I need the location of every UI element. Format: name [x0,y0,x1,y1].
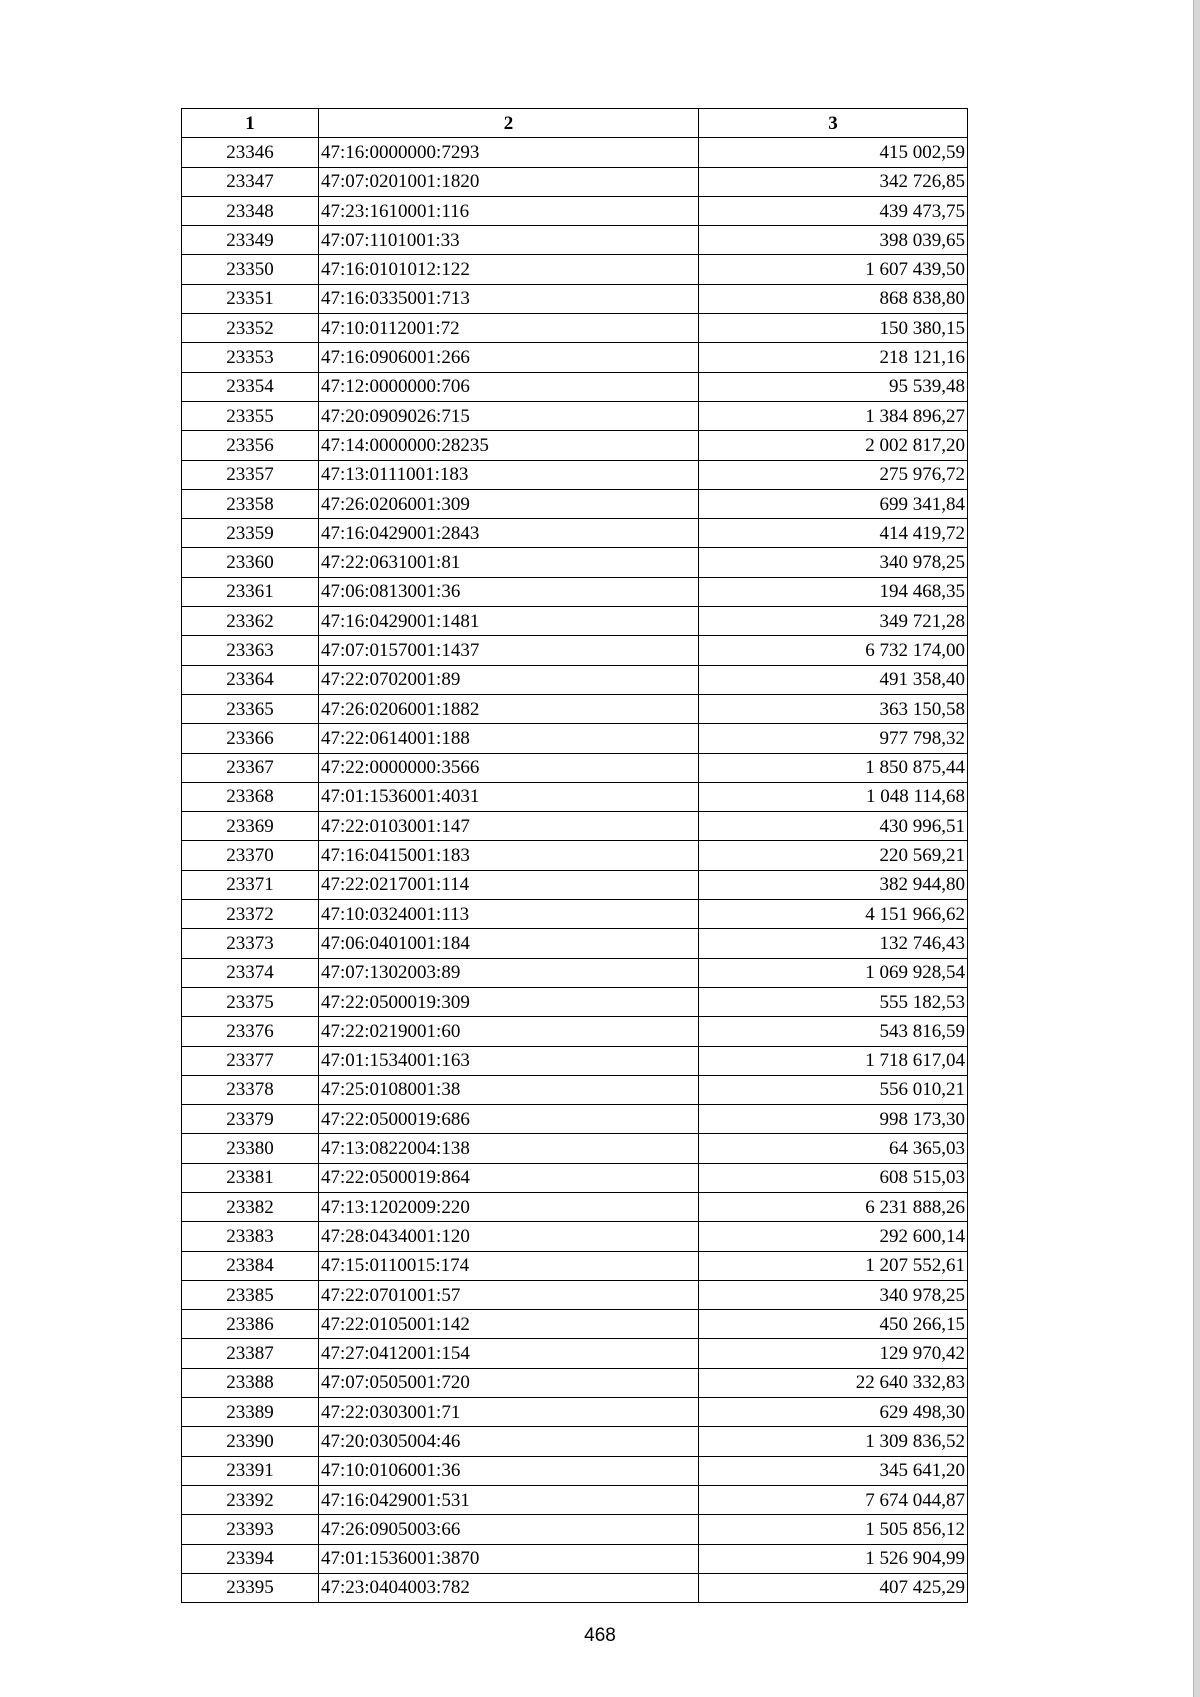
table-row [182,255,968,284]
table-row [182,1398,968,1427]
row-number-cell: 23368 [182,782,319,811]
row-number-cell: 23365 [182,694,319,723]
table-row [182,1515,968,1544]
value-cell: 1 207 552,61 [699,1251,968,1280]
cadastral-number-cell: 47:06:0401001:184 [319,929,699,958]
table-row [182,226,968,255]
row-number-cell: 23384 [182,1251,319,1280]
cadastral-number-cell: 47:16:0000000:7293 [319,138,699,167]
cadastral-number-cell: 47:14:0000000:28235 [319,431,699,460]
table-row [182,519,968,548]
cadastral-number-cell: 47:22:0105001:142 [319,1310,699,1339]
table-row [182,1075,968,1104]
value-cell: 22 640 332,83 [699,1368,968,1397]
table-row [182,431,968,460]
cadastral-number-cell: 47:28:0434001:120 [319,1222,699,1251]
table-row [182,958,968,987]
cadastral-number-cell: 47:22:0500019:309 [319,987,699,1016]
cadastral-number-cell: 47:16:0335001:713 [319,284,699,313]
value-cell: 699 341,84 [699,489,968,518]
page-number: 468 [584,1625,616,1646]
row-number-cell: 23360 [182,548,319,577]
header-row [182,109,968,138]
table-row [182,870,968,899]
cadastral-number-cell: 47:22:0500019:686 [319,1105,699,1134]
value-cell: 218 121,16 [699,343,968,372]
table-row [182,1310,968,1339]
value-cell: 1 048 114,68 [699,782,968,811]
table-row [182,1485,968,1514]
cadastral-number-cell: 47:22:0614001:188 [319,724,699,753]
cadastral-number-cell: 47:26:0206001:1882 [319,694,699,723]
header-col-3: 3 [699,109,968,138]
row-number-cell: 23385 [182,1280,319,1309]
value-cell: 129 970,42 [699,1339,968,1368]
table-row [182,548,968,577]
row-number-cell: 23350 [182,255,319,284]
value-cell: 1 850 875,44 [699,753,968,782]
row-number-cell: 23364 [182,665,319,694]
cadastral-number-cell: 47:10:0112001:72 [319,314,699,343]
value-cell: 1 718 617,04 [699,1046,968,1075]
row-number-cell: 23377 [182,1046,319,1075]
row-number-cell: 23390 [182,1427,319,1456]
cadastral-number-cell: 47:16:0906001:266 [319,343,699,372]
row-number-cell: 23356 [182,431,319,460]
cadastral-number-cell: 47:22:0701001:57 [319,1280,699,1309]
table-row [182,694,968,723]
cadastral-number-cell: 47:26:0206001:309 [319,489,699,518]
row-number-cell: 23354 [182,372,319,401]
cadastral-number-cell: 47:01:1536001:4031 [319,782,699,811]
cadastral-number-cell: 47:23:1610001:116 [319,196,699,225]
cadastral-number-cell: 47:10:0324001:113 [319,900,699,929]
value-cell: 629 498,30 [699,1398,968,1427]
row-number-cell: 23359 [182,519,319,548]
row-number-cell: 23366 [182,724,319,753]
value-cell: 868 838,80 [699,284,968,313]
table-row [182,1192,968,1221]
value-cell: 382 944,80 [699,870,968,899]
table-row [182,782,968,811]
data-table [181,108,968,1603]
value-cell: 998 173,30 [699,1105,968,1134]
row-number-cell: 23389 [182,1398,319,1427]
row-number-cell: 23387 [182,1339,319,1368]
row-number-cell: 23371 [182,870,319,899]
value-cell: 2 002 817,20 [699,431,968,460]
cadastral-number-cell: 47:13:1202009:220 [319,1192,699,1221]
value-cell: 6 231 888,26 [699,1192,968,1221]
value-cell: 491 358,40 [699,665,968,694]
row-number-cell: 23348 [182,196,319,225]
row-number-cell: 23346 [182,138,319,167]
cadastral-number-cell: 47:16:0101012:122 [319,255,699,284]
cadastral-number-cell: 47:13:0822004:138 [319,1134,699,1163]
value-cell: 6 732 174,00 [699,636,968,665]
page-edge-shadow [1193,0,1200,1697]
row-number-cell: 23367 [182,753,319,782]
cadastral-number-cell: 47:22:0000000:3566 [319,753,699,782]
row-number-cell: 23358 [182,489,319,518]
row-number-cell: 23353 [182,343,319,372]
value-cell: 363 150,58 [699,694,968,723]
cadastral-number-cell: 47:22:0702001:89 [319,665,699,694]
value-cell: 439 473,75 [699,196,968,225]
table-row [182,284,968,313]
row-number-cell: 23374 [182,958,319,987]
table-row [182,138,968,167]
cadastral-number-cell: 47:16:0429001:1481 [319,607,699,636]
cadastral-number-cell: 47:16:0429001:2843 [319,519,699,548]
cadastral-number-cell: 47:27:0412001:154 [319,1339,699,1368]
value-cell: 407 425,29 [699,1573,968,1602]
table-row [182,577,968,606]
cadastral-number-cell: 47:16:0429001:531 [319,1485,699,1514]
cadastral-number-cell: 47:07:0157001:1437 [319,636,699,665]
cadastral-number-cell: 47:22:0103001:147 [319,812,699,841]
value-cell: 450 266,15 [699,1310,968,1339]
table-row [182,929,968,958]
table-row [182,841,968,870]
table-row [182,460,968,489]
row-number-cell: 23357 [182,460,319,489]
table-row [182,607,968,636]
value-cell: 543 816,59 [699,1017,968,1046]
cadastral-number-cell: 47:22:0219001:60 [319,1017,699,1046]
value-cell: 345 641,20 [699,1456,968,1485]
cadastral-number-cell: 47:25:0108001:38 [319,1075,699,1104]
row-number-cell: 23362 [182,607,319,636]
table-row [182,343,968,372]
row-number-cell: 23394 [182,1544,319,1573]
value-cell: 220 569,21 [699,841,968,870]
cadastral-number-cell: 47:07:1101001:33 [319,226,699,255]
cadastral-number-cell: 47:23:0404003:782 [319,1573,699,1602]
row-number-cell: 23352 [182,314,319,343]
value-cell: 398 039,65 [699,226,968,255]
cadastral-number-cell: 47:20:0305004:46 [319,1427,699,1456]
table-row [182,401,968,430]
value-cell: 1 384 896,27 [699,401,968,430]
value-cell: 150 380,15 [699,314,968,343]
cadastral-number-cell: 47:07:0201001:1820 [319,167,699,196]
row-number-cell: 23369 [182,812,319,841]
row-number-cell: 23375 [182,987,319,1016]
row-number-cell: 23391 [182,1456,319,1485]
table-row [182,314,968,343]
value-cell: 555 182,53 [699,987,968,1016]
value-cell: 64 365,03 [699,1134,968,1163]
table-row [182,1456,968,1485]
row-number-cell: 23373 [182,929,319,958]
row-number-cell: 23361 [182,577,319,606]
value-cell: 1 526 904,99 [699,1544,968,1573]
cadastral-number-cell: 47:06:0813001:36 [319,577,699,606]
table-row [182,1222,968,1251]
row-number-cell: 23370 [182,841,319,870]
table-row [182,1134,968,1163]
table-row [182,753,968,782]
cadastral-number-cell: 47:13:0111001:183 [319,460,699,489]
cadastral-number-cell: 47:15:0110015:174 [319,1251,699,1280]
header-col-1: 1 [182,109,319,138]
row-number-cell: 23393 [182,1515,319,1544]
cadastral-number-cell: 47:07:0505001:720 [319,1368,699,1397]
table-row [182,196,968,225]
table-row [182,489,968,518]
table-row [182,1251,968,1280]
table-row [182,1339,968,1368]
table-row [182,1280,968,1309]
row-number-cell: 23382 [182,1192,319,1221]
table-row [182,724,968,753]
cadastral-number-cell: 47:01:1534001:163 [319,1046,699,1075]
table-row [182,812,968,841]
table-row [182,1573,968,1602]
cadastral-number-cell: 47:01:1536001:3870 [319,1544,699,1573]
value-cell: 95 539,48 [699,372,968,401]
cadastral-number-cell: 47:12:0000000:706 [319,372,699,401]
row-number-cell: 23363 [182,636,319,665]
value-cell: 415 002,59 [699,138,968,167]
row-number-cell: 23347 [182,167,319,196]
row-number-cell: 23376 [182,1017,319,1046]
value-cell: 275 976,72 [699,460,968,489]
row-number-cell: 23380 [182,1134,319,1163]
table-row [182,1427,968,1456]
row-number-cell: 23383 [182,1222,319,1251]
value-cell: 556 010,21 [699,1075,968,1104]
value-cell: 1 607 439,50 [699,255,968,284]
table-row [182,636,968,665]
cadastral-number-cell: 47:20:0909026:715 [319,401,699,430]
row-number-cell: 23388 [182,1368,319,1397]
table-row [182,665,968,694]
cadastral-number-cell: 47:22:0631001:81 [319,548,699,577]
value-cell: 430 996,51 [699,812,968,841]
table-row [182,1017,968,1046]
row-number-cell: 23355 [182,401,319,430]
value-cell: 292 600,14 [699,1222,968,1251]
row-number-cell: 23386 [182,1310,319,1339]
table-row [182,1046,968,1075]
cadastral-number-cell: 47:22:0217001:114 [319,870,699,899]
cadastral-number-cell: 47:16:0415001:183 [319,841,699,870]
table-row [182,372,968,401]
cadastral-number-cell: 47:26:0905003:66 [319,1515,699,1544]
table-header [182,109,968,138]
table-row [182,987,968,1016]
table-row [182,1105,968,1134]
header-col-2: 2 [319,109,699,138]
table-row [182,1544,968,1573]
value-cell: 194 468,35 [699,577,968,606]
value-cell: 1 505 856,12 [699,1515,968,1544]
value-cell: 7 674 044,87 [699,1485,968,1514]
row-number-cell: 23372 [182,900,319,929]
row-number-cell: 23392 [182,1485,319,1514]
row-number-cell: 23349 [182,226,319,255]
table-row [182,900,968,929]
row-number-cell: 23378 [182,1075,319,1104]
table-body [182,138,968,1603]
cadastral-number-cell: 47:22:0303001:71 [319,1398,699,1427]
row-number-cell: 23379 [182,1105,319,1134]
row-number-cell: 23395 [182,1573,319,1602]
value-cell: 340 978,25 [699,1280,968,1309]
value-cell: 342 726,85 [699,167,968,196]
value-cell: 340 978,25 [699,548,968,577]
value-cell: 132 746,43 [699,929,968,958]
value-cell: 608 515,03 [699,1163,968,1192]
row-number-cell: 23381 [182,1163,319,1192]
cadastral-number-cell: 47:07:1302003:89 [319,958,699,987]
cadastral-number-cell: 47:22:0500019:864 [319,1163,699,1192]
value-cell: 1 309 836,52 [699,1427,968,1456]
cadastral-number-cell: 47:10:0106001:36 [319,1456,699,1485]
value-cell: 414 419,72 [699,519,968,548]
table-row [182,1368,968,1397]
value-cell: 349 721,28 [699,607,968,636]
table-row [182,167,968,196]
value-cell: 977 798,32 [699,724,968,753]
value-cell: 4 151 966,62 [699,900,968,929]
value-cell: 1 069 928,54 [699,958,968,987]
row-number-cell: 23351 [182,284,319,313]
table-row [182,1163,968,1192]
